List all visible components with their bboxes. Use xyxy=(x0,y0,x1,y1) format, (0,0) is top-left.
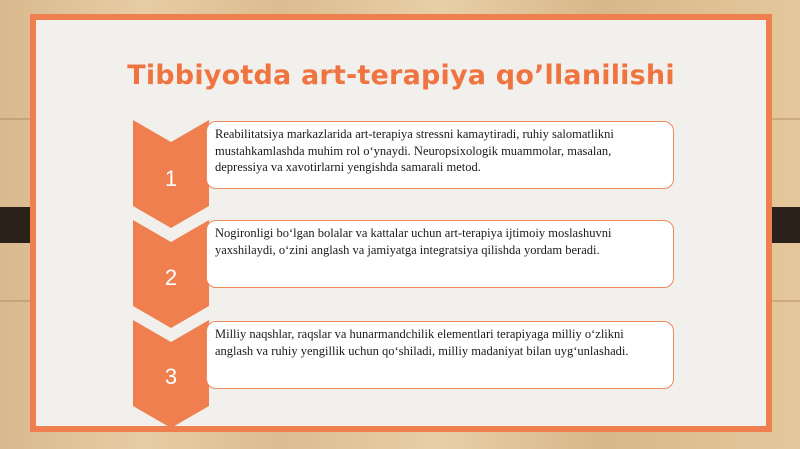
item-text-box-1 xyxy=(206,121,674,189)
item-text-2: Nogironligi bo‘lgan bolalar va kattalar uchun art-terapiya ijtimoiy moslashuvni yaxshilaydi, o‘zini anglash va jamiyatga integratsiya qilishda yordam beradi. xyxy=(215,226,612,257)
item-text-3: Milliy naqshlar, raqslar va hunarmandchilik elementlari terapiyaga milliy o‘zlikni anglash va ruhiy yengillik uchun qo‘shiladi, milliy madaniyat bilan uyg‘unlashadi. xyxy=(215,327,629,358)
item-text-1: Reabilitatsiya markazlarida art-terapiya stressni kamaytiradi, ruhiy salomatlikni mustahkamlashda muhim rol o‘ynaydi. Neuropsixologik muammolar, masalan, depressiya va xavotirlarni yengishda samarali metod. xyxy=(215,127,614,174)
item-text-box-3 xyxy=(206,321,674,389)
slide-title: Tibbiyotda art-terapiya qo’llanilishi xyxy=(127,60,675,91)
item-number-1: 1 xyxy=(164,166,178,191)
background-band-left xyxy=(0,207,34,243)
slide-frame xyxy=(30,14,772,432)
slide-content xyxy=(36,20,766,426)
item-text-box-2 xyxy=(206,220,674,288)
item-number-2: 2 xyxy=(164,265,178,290)
item-number-3: 3 xyxy=(164,364,178,389)
